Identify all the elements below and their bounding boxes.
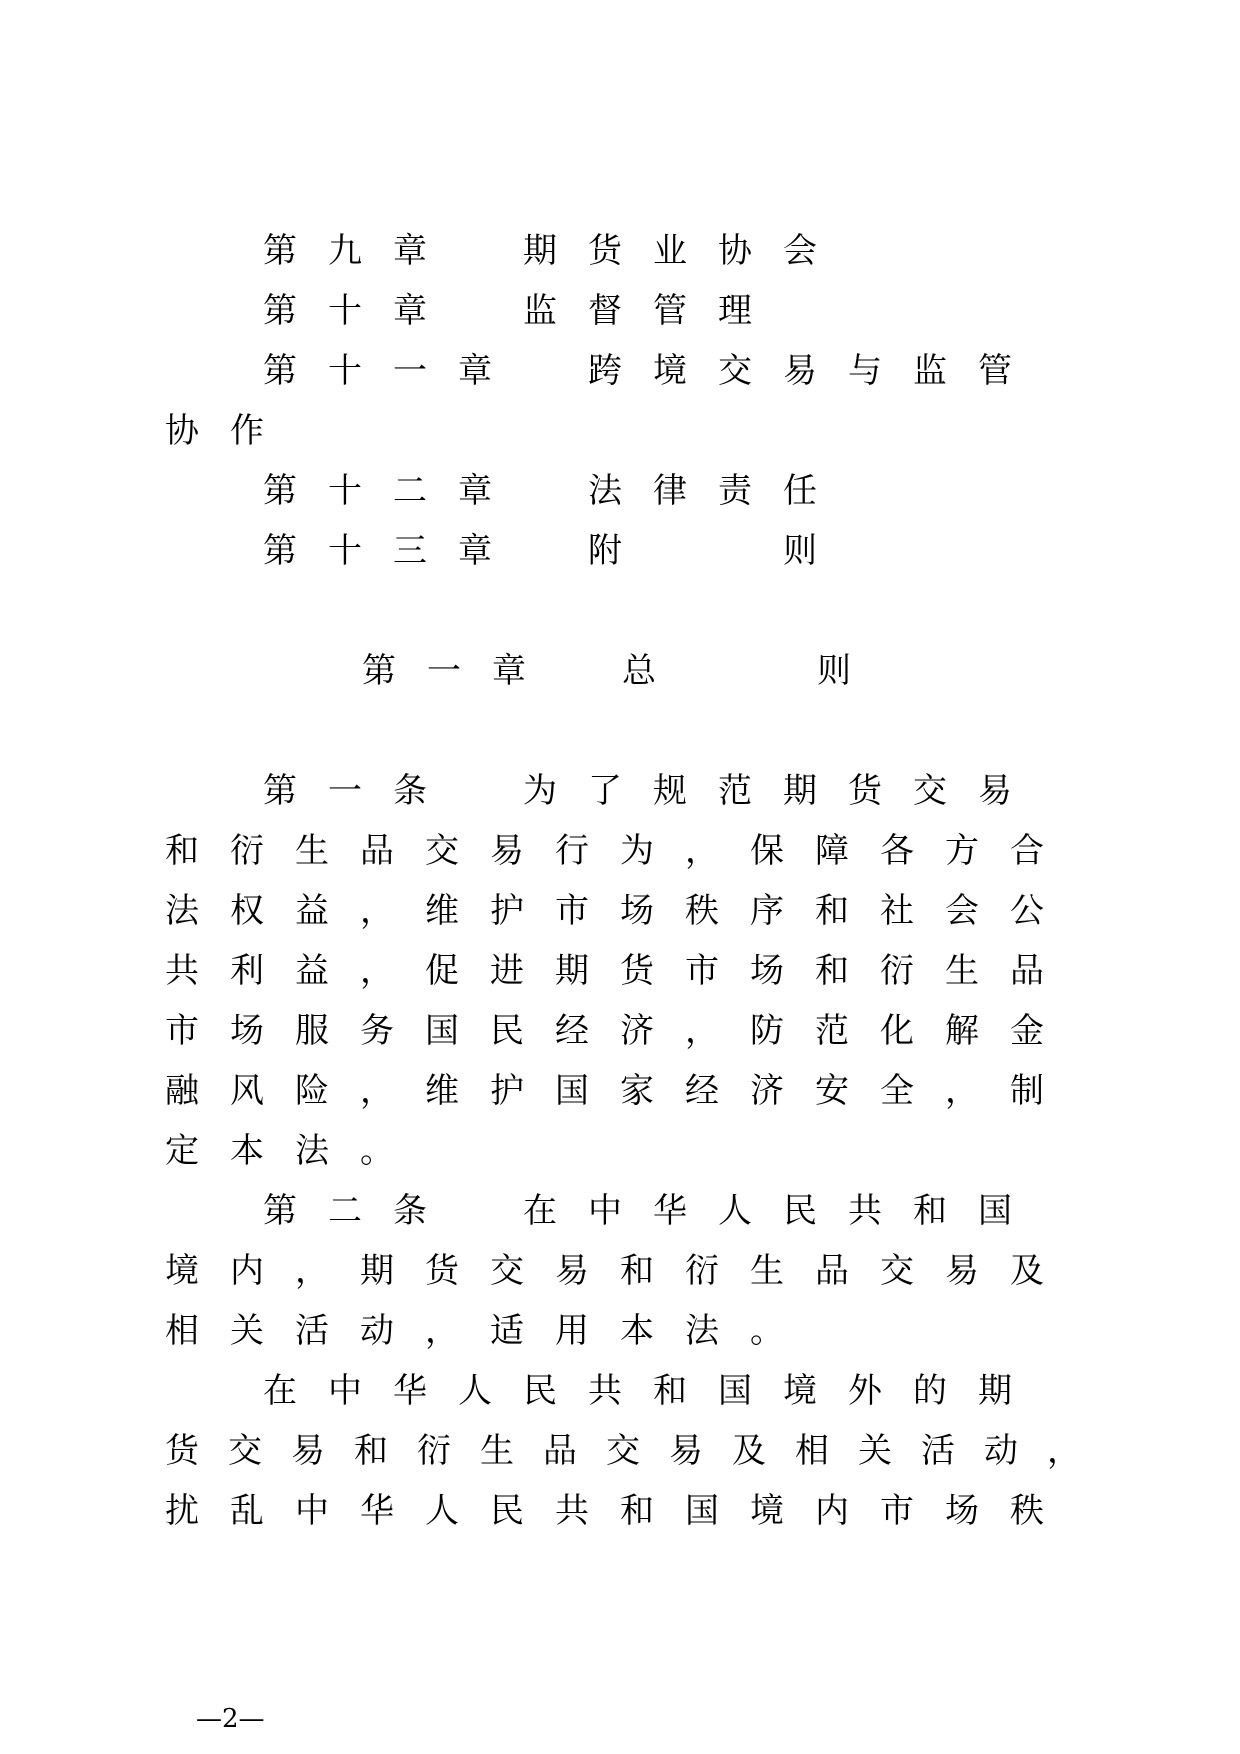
article-1-line: 和衍生品交易行为，保障各方合 — [165, 831, 1075, 871]
article-1-line: 共利益，促进期货市场和衍生品 — [165, 951, 1075, 991]
article-2-paragraph-2-line: 在中华人民共和国境外的期 — [263, 1371, 1043, 1411]
article-2-paragraph-2-line: 货交易和衍生品交易及相关活动， — [165, 1431, 1110, 1471]
toc-chapter-10: 第十章 监督管理 — [263, 291, 783, 331]
article-2-line: 相关活动，适用本法。 — [165, 1311, 815, 1351]
toc-chapter-11: 第十一章 跨境交易与监管 — [263, 351, 1043, 391]
toc-chapter-12: 第十二章 法律责任 — [263, 471, 848, 511]
toc-chapter-13: 第十三章 附 则 — [263, 531, 848, 571]
article-2-line: 境内，期货交易和衍生品交易及 — [165, 1251, 1075, 1291]
article-1-line: 法权益，维护市场秩序和社会公 — [165, 891, 1075, 931]
toc-chapter-9: 第九章 期货业协会 — [263, 231, 848, 271]
article-1-line: 第一条 为了规范期货交易 — [263, 771, 1043, 811]
article-1-line: 定本法。 — [165, 1131, 425, 1171]
toc-chapter-11-continued: 协作 — [165, 411, 295, 451]
article-1-line: 市场服务国民经济，防范化解金 — [165, 1011, 1075, 1051]
article-1-line: 融风险，维护国家经济安全，制 — [165, 1071, 1075, 1111]
page-number: —2— — [196, 1704, 265, 1734]
article-2-line: 第二条 在中华人民共和国 — [263, 1191, 1043, 1231]
chapter-heading: 第一章 总 则 — [362, 651, 882, 691]
article-2-paragraph-2-line: 扰乱中华人民共和国境内市场秩 — [165, 1491, 1075, 1531]
